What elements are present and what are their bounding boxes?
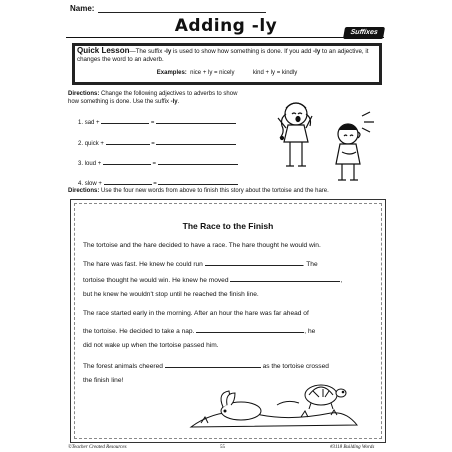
directions-1: Directions: Change the following adjectives to adverbs to show how something is done. Use the suffix -ly. (68, 91, 238, 105)
story-box (70, 199, 386, 443)
quick-lesson-box (72, 43, 382, 85)
story-line: The tortoise and the hare decided to have a race. The hare thought he would win. (83, 242, 321, 249)
story-line: did not wake up when the tortoise passed him. (83, 342, 219, 349)
story-blank[interactable] (205, 259, 303, 266)
answer-blank[interactable] (158, 178, 238, 185)
tortoise-hare-illustration (181, 365, 361, 435)
quick-lesson-heading: Quick Lesson (77, 46, 130, 55)
story-line: the tortoise. He decided to take a nap. , he (83, 328, 316, 335)
exercise-3: 3. loud + = (78, 158, 238, 167)
story-blank[interactable] (196, 326, 304, 333)
answer-blank[interactable] (156, 138, 236, 145)
story-line: tortoise thought he would win. He knew he moved , (83, 277, 343, 284)
story-title: The Race to the Finish (182, 221, 274, 231)
answer-blank[interactable] (158, 158, 238, 165)
children-illustration (262, 92, 382, 184)
answer-blank[interactable] (106, 138, 150, 145)
name-label: Name: (70, 4, 95, 13)
directions-2: Directions: Use the four new words from above to finish this story about the tortoise and the hare. (68, 188, 329, 194)
page-number: 55 (220, 445, 225, 450)
story-line: The hare was fast. He knew he could run . The (83, 261, 318, 268)
story-line: the finish line! (83, 377, 124, 384)
suffixes-badge: Suffixes (343, 27, 385, 39)
story-line: The forest animals cheered as the tortoise crossed (83, 363, 329, 370)
answer-blank[interactable] (104, 178, 152, 185)
exercise-2: 2. quick + = (78, 138, 236, 147)
name-field[interactable] (98, 12, 266, 13)
exercise-4: 4. slow + = (78, 178, 238, 187)
story-blank[interactable] (230, 275, 340, 282)
footer-copyright: ©Teacher Created Resources (68, 445, 127, 450)
answer-blank[interactable] (156, 117, 236, 124)
answer-blank[interactable] (103, 158, 151, 165)
page-title: Adding -ly (174, 16, 278, 36)
title-rule (66, 37, 384, 38)
answer-blank[interactable] (101, 117, 149, 124)
story-line: The race started early in the morning. After an hour the hare was far ahead of (83, 310, 309, 317)
quick-lesson-text: Quick Lesson—The suffix -ly is used to show how something is done. If you add -ly to an adjective, it changes the word to an adverb. (77, 46, 369, 63)
examples-row: Examples: nice + ly = nicely kind + ly = kindly (156, 70, 298, 76)
story-line: but he knew he wouldn't stop until he reached the finish line. (83, 291, 259, 298)
exercise-1: 1. sad + = (78, 117, 236, 126)
book-reference: #3118 Building Words (330, 445, 375, 450)
